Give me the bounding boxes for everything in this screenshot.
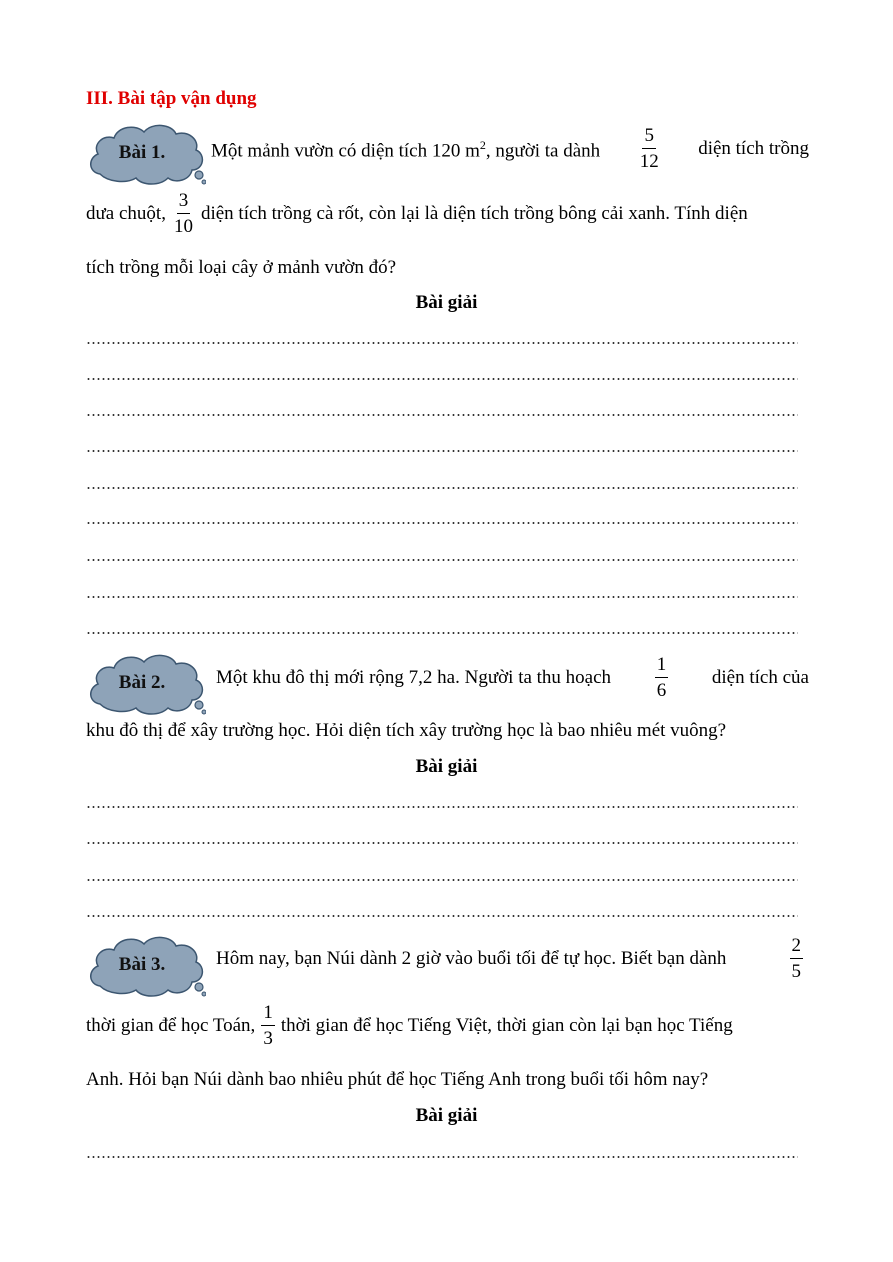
answer-line[interactable] <box>86 378 798 380</box>
exercise-1-line-1 <box>211 126 809 171</box>
exercise-1-text-d: diện tích trồng cà rốt, còn lại là diện tích trồng bông cải xanh. Tính diện <box>200 202 748 224</box>
exercise-3-text-b: thời gian để học Toán, <box>86 1014 256 1036</box>
exercise-3-label: Bài 3. <box>118 954 166 975</box>
answer-line[interactable] <box>86 414 798 416</box>
exercise-3-text-a: Hôm nay, bạn Núi dành 2 giờ vào buổi tối để tự học. Biết bạn dành <box>216 947 727 969</box>
exercise-2-label: Bài 2. <box>118 672 166 693</box>
solution-heading-3: Bài giải <box>415 1105 478 1126</box>
fraction-1-6: $\frac{1}{6}$ <box>656 654 667 701</box>
answer-line[interactable] <box>86 559 798 561</box>
answer-line[interactable] <box>86 487 798 489</box>
solution-heading-2: Bài giải <box>415 756 478 777</box>
fraction-5-12: $\frac{5}{12}$ <box>639 125 659 172</box>
exercise-3-line-1 <box>216 936 809 981</box>
exercise-1-text-b: diện tích trồng <box>698 137 809 159</box>
answer-line[interactable] <box>86 342 798 344</box>
answer-line[interactable] <box>86 879 798 881</box>
fraction-3-10: $\frac{3}{10}$ <box>173 190 193 237</box>
exercise-1-text-a: Một mảnh vườn có diện tích 120 $m^2$, người ta dành <box>211 138 601 162</box>
exercise-2-line-2: khu đô thị để xây trường học. Hỏi diện tích xây trường học là bao nhiêu mét vuông? <box>86 720 727 741</box>
superscript-2: 2 <box>479 138 486 153</box>
answer-line[interactable] <box>86 1156 798 1158</box>
fraction-2-5: $\frac{2}{5}$ <box>791 935 801 982</box>
answer-line[interactable] <box>86 450 798 452</box>
fraction-1-3: $\frac{1}{3}$ <box>263 1002 273 1049</box>
exercise-2-text-a: Một khu đô thị mới rộng 7,2 ha. Người ta thu hoạch <box>216 666 612 688</box>
exercise-3-line-2 <box>86 1003 808 1048</box>
answer-line[interactable] <box>86 915 798 917</box>
exercise-3-line-3: Anh. Hỏi bạn Núi dành bao nhiêu phút để học Tiếng Anh trong buổi tối hôm nay? <box>86 1069 709 1090</box>
exercise-2-text-b: diện tích của <box>711 666 809 688</box>
answer-line[interactable] <box>86 632 798 634</box>
section-title: III. Bài tập vận dụng <box>86 88 257 109</box>
answer-line[interactable] <box>86 806 798 808</box>
answer-line[interactable] <box>86 522 798 524</box>
exercise-1-badge <box>86 120 206 186</box>
exercise-1-text-c: dưa chuột, <box>86 202 166 224</box>
answer-line[interactable] <box>86 596 798 598</box>
exercise-1-line-2 <box>86 191 808 236</box>
solution-heading-1: Bài giải <box>415 292 478 313</box>
answer-line[interactable] <box>86 842 798 844</box>
exercise-3-badge <box>86 932 206 998</box>
exercise-2-badge <box>86 650 206 716</box>
exercise-1-line-3: tích trồng mỗi loại cây ở mảnh vườn đó? <box>86 257 397 278</box>
exercise-3-text-c: thời gian để học Tiếng Việt, thời gian còn lại bạn học Tiếng <box>280 1014 733 1036</box>
exercise-1-label: Bài 1. <box>118 142 166 163</box>
exercise-2-line-1 <box>216 655 809 700</box>
